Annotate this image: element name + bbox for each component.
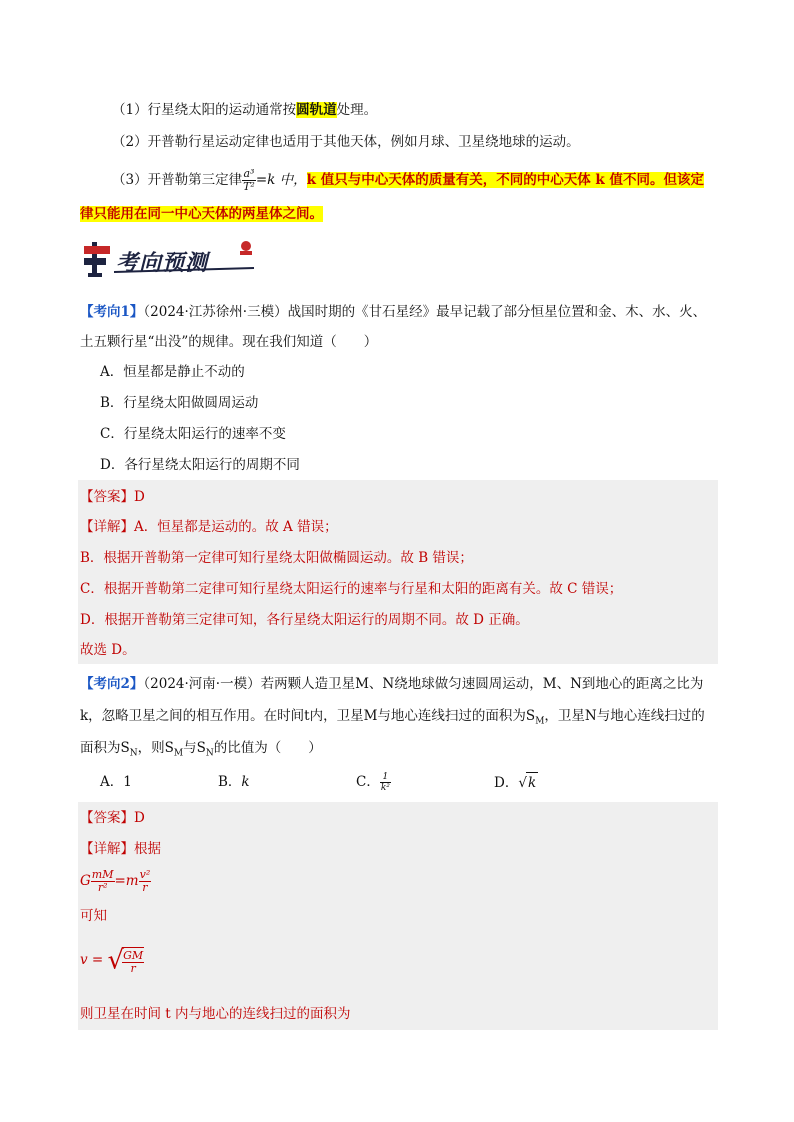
intro-p1-prefix: （1）行星绕太阳的运动通常按 — [112, 102, 297, 118]
intro-para-3-cont — [80, 204, 323, 224]
q2-option-d[interactable]: D．√k — [494, 772, 538, 793]
q1-stem-line-1: 【考向1】（2024·江苏徐州·三模）战国时期的《甘石星经》最早记载了部分恒星位置和金、木、水、火、 — [80, 304, 707, 320]
intro-p1-suffix: 处理。 — [336, 102, 378, 118]
q1-detail-3: C．根据开普勒第二定律可知行星绕太阳运行的速率与行星和太阳的距离有关。故 C 错误； — [80, 581, 623, 597]
q2-answer: 【答案】D — [80, 810, 145, 826]
sqrt-icon: √ — [107, 945, 125, 976]
q2-detail-3: 则卫星在时间 t 内与地心的连线扫过的面积为 — [80, 1006, 351, 1022]
q2-answer-box — [78, 802, 718, 1030]
intro-para-2: （2）开普勒行星运动定律也适用于其他天体，例如月球、卫星绕地球的运动。 — [112, 134, 580, 150]
q1-tag: 【考向1】 — [80, 304, 144, 320]
q1-answer: 【答案】D — [80, 489, 145, 505]
sqrt-icon: √ — [518, 775, 527, 791]
q2-detail-1: 【详解】根据 — [80, 841, 161, 857]
q1-detail-1: 【详解】A．恒星都是运动的。故 A 错误； — [80, 519, 338, 535]
q2-stem-line-1: 【考向2】（2024·河南·一模）若两颗人造卫星M、N绕地球做匀速圆周运动，M、N到地心的距离之比为 — [80, 676, 704, 692]
q1-answer-box — [78, 480, 718, 664]
q1-detail-4: D．根据开普勒第三定律可知，各行星绕太阳运行的周期不同。故 D 正确。 — [80, 612, 529, 628]
q2-option-c[interactable]: C． $\frac{1}{\text{k²}}$ — [356, 772, 390, 793]
q1-detail-5: 故选 D。 — [80, 642, 136, 658]
q1-detail-2: B．根据开普勒第一定律可知行星绕太阳做椭圆运动。故 B 错误； — [80, 550, 473, 566]
q2-option-b[interactable]: B．k — [218, 774, 250, 790]
intro-p3-highlight-1: k 值只与中心天体的质量有关，不同的中心天体 k 值不同。但该定 — [306, 172, 704, 188]
intro-p3-rhs: =k 中， — [255, 172, 307, 188]
q1-option-c[interactable]: C．行星绕太阳运行的速率不变 — [100, 426, 286, 442]
intro-p1-highlight: 圆轨道 — [296, 102, 337, 118]
q1-stem-line-2: 土五颗行星“出没”的规律。现在我们知道（ ） — [80, 334, 378, 350]
intro-para-1 — [112, 100, 377, 120]
gravity-equation: G $\frac{mM}{\text{r²}}$ =m $\frac{\text{v²}}{r}$ — [80, 868, 151, 894]
q1-option-d[interactable]: D．各行星绕太阳运行的周期不同 — [100, 457, 300, 473]
velocity-equation: v = √ $\frac{GM}{r}$ — [80, 945, 144, 976]
q1-option-b[interactable]: B．行星绕太阳做圆周运动 — [100, 395, 259, 411]
q2-tag: 【考向2】 — [80, 676, 144, 692]
q2-detail-2: 可知 — [80, 908, 107, 924]
q1-option-a[interactable]: A．恒星都是静止不动的 — [100, 364, 245, 380]
q1-source: （2024·江苏徐州·三模） — [143, 304, 288, 320]
intro-p3-highlight-2: 律只能用在同一中心天体的两星体之间。 — [80, 206, 323, 222]
q2-stem-line-3: 面积为$S_N$，则$S_M$与$S_N$的比值为（ ） — [80, 740, 322, 759]
q2-option-a[interactable]: A．1 — [100, 774, 132, 790]
intro-p3-prefix: （3）开普勒第三定律 — [112, 172, 243, 188]
q2-source: （2024·河南·一模） — [143, 676, 261, 692]
kepler-third-law-fraction: $\frac{\text{a³}}{\text{T²}}$ — [243, 167, 255, 193]
intro-para-3 — [112, 168, 704, 193]
q2-stem-line-2: k，忽略卫星之间的相互作用。在时间t内，卫星M与地心连线扫过的面积为$S_M$，卫星N与地心连线扫过的 — [80, 708, 705, 727]
section-title: 考向预测 — [116, 251, 209, 276]
